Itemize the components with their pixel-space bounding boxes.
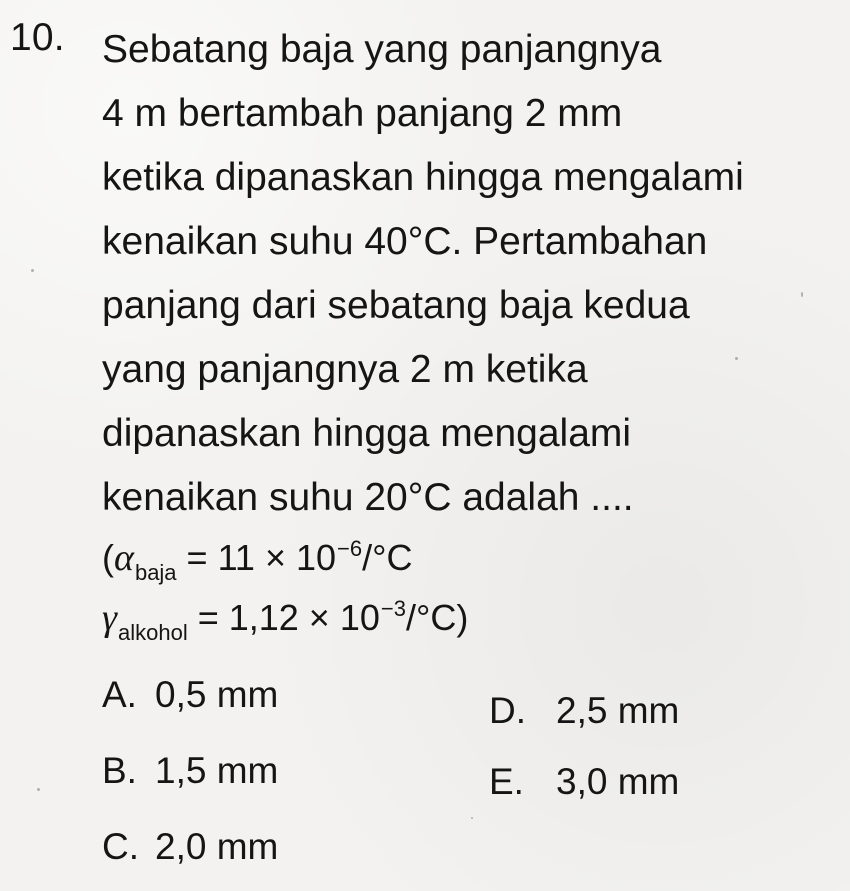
option-text-c: 2,0 mm — [155, 826, 279, 867]
answer-option-c[interactable] — [102, 828, 278, 865]
option-text-d: 2,5 mm — [556, 690, 680, 731]
option-text-e: 3,0 mm — [556, 761, 680, 802]
stem-line: panjang dari sebatang baja kedua — [102, 284, 690, 327]
gamma-symbol: γ — [102, 597, 117, 639]
stem-line: kenaikan suhu 20°C adalah .... — [102, 476, 634, 519]
answer-option-b[interactable] — [102, 752, 278, 789]
stem-line: yang panjangnya 2 m ketika — [102, 348, 588, 391]
stem-line: 4 m bertambah panjang 2 mm — [102, 92, 623, 135]
paper-speck — [735, 357, 738, 360]
alpha-formula — [102, 538, 842, 584]
option-text-b: 1,5 mm — [155, 750, 279, 791]
answer-option-e[interactable] — [489, 763, 679, 800]
gamma-formula — [102, 598, 842, 644]
question-stem — [102, 18, 842, 530]
alpha-subscript: baja — [134, 560, 177, 585]
open-parenthesis: ( — [102, 537, 114, 578]
option-letter-e: E. — [489, 761, 524, 802]
paper-speck — [801, 292, 803, 297]
paper-speck — [37, 788, 40, 791]
stem-line: ketika dipanaskan hingga mengalami — [102, 156, 744, 199]
option-letter-c: C. — [102, 826, 139, 867]
alpha-exponent: −6 — [337, 536, 363, 561]
gamma-exponent: −3 — [380, 596, 406, 621]
alpha-symbol: α — [114, 537, 134, 579]
option-letter-d: D. — [489, 690, 526, 731]
question-number: 10. — [10, 16, 65, 59]
stem-line: Sebatang baja yang panjangnya — [102, 28, 662, 71]
option-letter-b: B. — [102, 750, 137, 791]
answer-option-a[interactable] — [102, 676, 278, 713]
gamma-value-prefix: = 1,12 × 10 — [187, 597, 380, 638]
option-letter-a: A. — [102, 674, 137, 715]
alpha-value-prefix: = 11 × 10 — [176, 537, 337, 578]
close-parenthesis: ) — [456, 597, 469, 638]
stem-line: dipanaskan hingga mengalami — [102, 412, 632, 455]
stem-line: kenaikan suhu 40°C. Pertambahan — [102, 220, 708, 263]
alpha-unit: /°C — [362, 537, 413, 578]
answer-option-d[interactable] — [489, 692, 679, 729]
paper-speck — [471, 817, 473, 819]
paper-speck — [31, 269, 34, 272]
gamma-unit: /°C — [405, 597, 457, 638]
gamma-subscript: alkohol — [117, 620, 188, 645]
option-text-a: 0,5 mm — [155, 674, 279, 715]
